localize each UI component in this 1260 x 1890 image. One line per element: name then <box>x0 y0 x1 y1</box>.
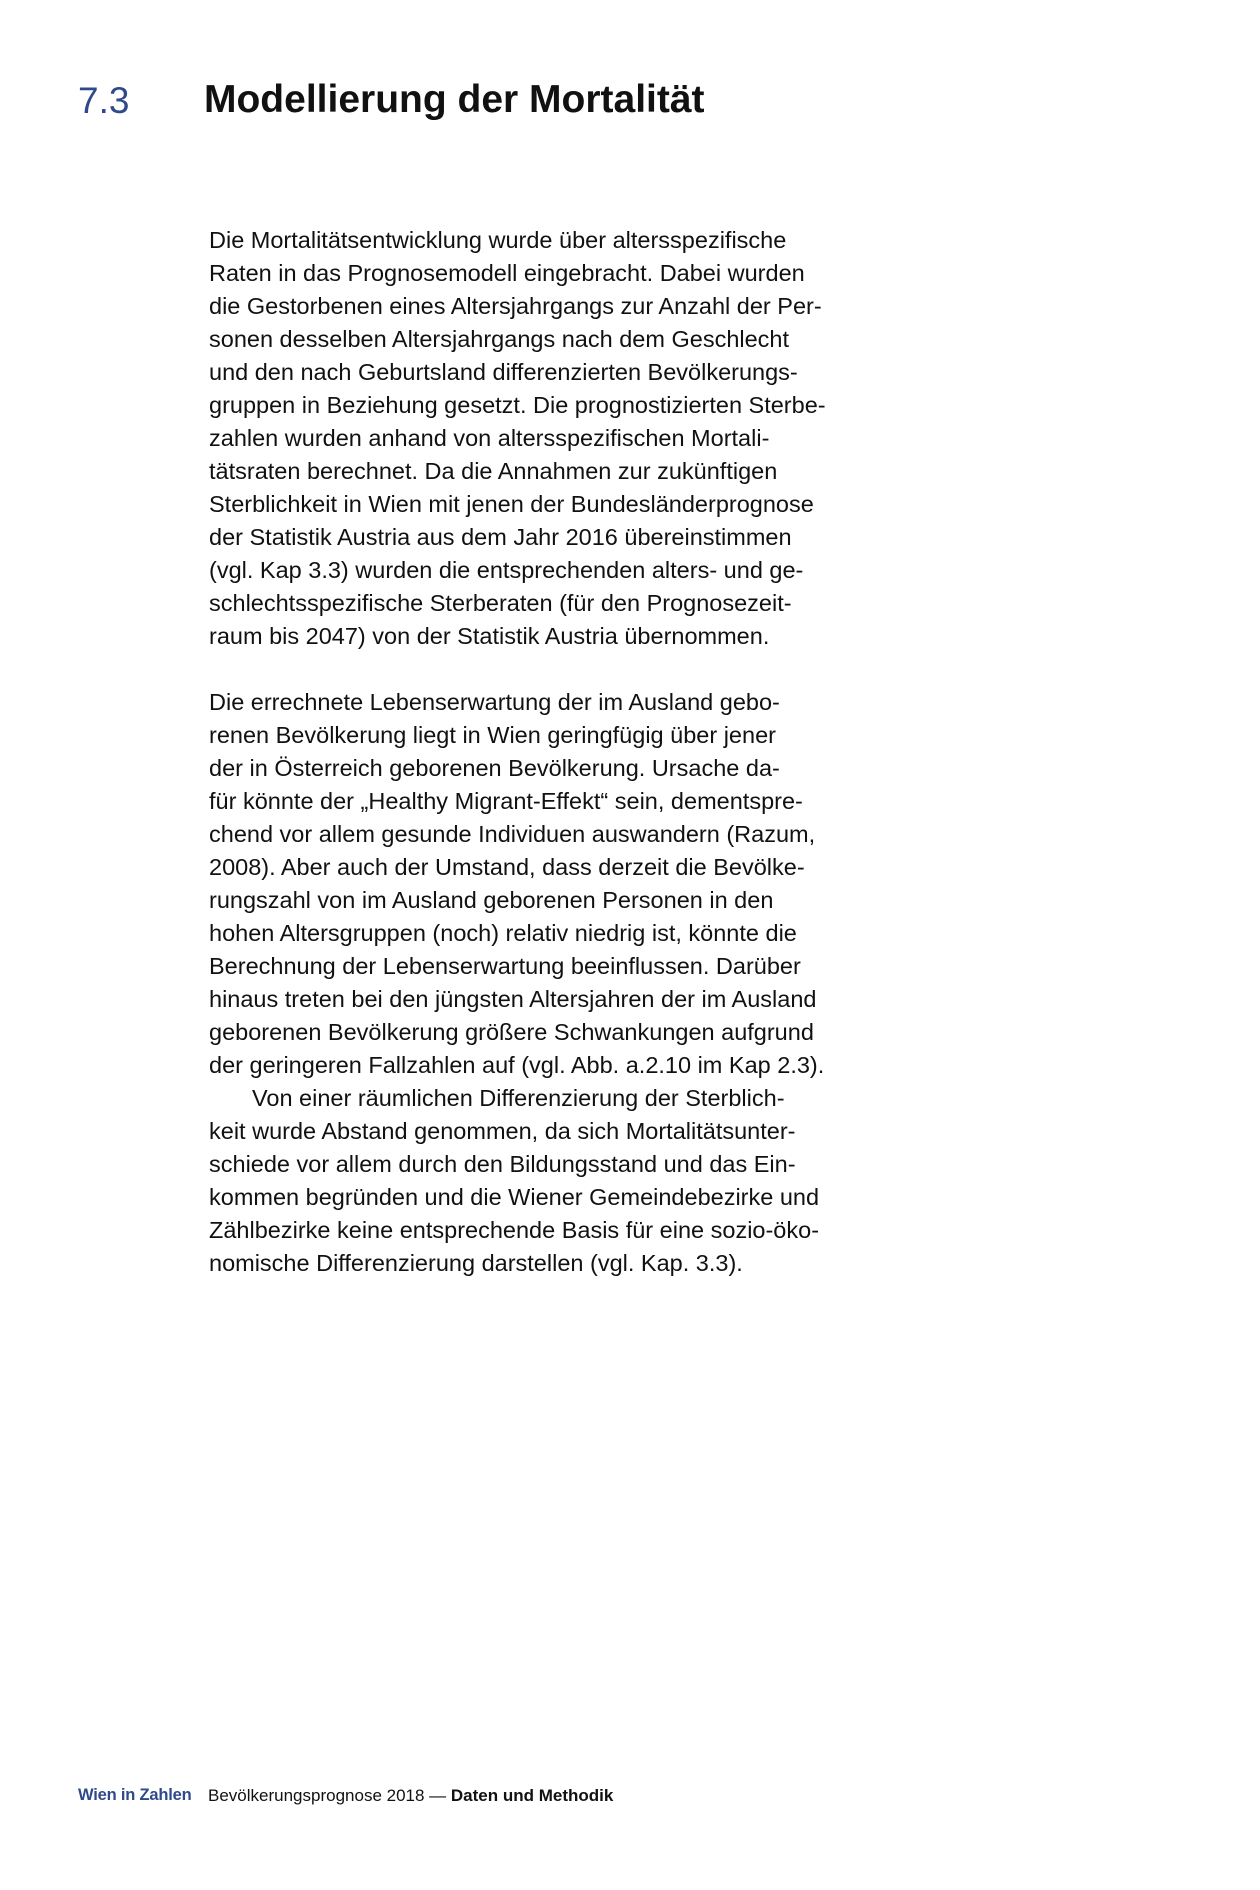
section-title: Modellierung der Mortalität <box>204 78 705 121</box>
footer-brand: Wien in Zahlen <box>78 1786 192 1804</box>
text-line: keit wurde Abstand genommen, da sich Mortalitätsunter- <box>209 1118 796 1144</box>
text-line: geborenen Bevölkerung größere Schwankungen aufgrund <box>209 1019 814 1045</box>
text-line: raum bis 2047) von der Statistik Austria übernommen. <box>209 623 770 649</box>
text-line: chend vor allem gesunde Individuen auswandern (Razum, <box>209 821 816 847</box>
text-line: zahlen wurden anhand von altersspezifischen Mortali- <box>209 425 770 451</box>
text-line: Von einer räumlichen Differenzierung der Sterblich- <box>252 1085 785 1111</box>
text-line: gruppen in Beziehung gesetzt. Die prognostizierten Sterbe- <box>209 392 826 418</box>
text-line: Sterblichkeit in Wien mit jenen der Bundesländerprognose <box>209 491 814 517</box>
text-line: (vgl. Kap 3.3) wurden die entsprechenden alters- und ge- <box>209 557 804 583</box>
text-line: Berechnung der Lebenserwartung beeinflussen. Darüber <box>209 953 801 979</box>
text-line: nomische Differenzierung darstellen (vgl. Kap. 3.3). <box>209 1250 743 1276</box>
text-line: und den nach Geburtsland differenzierten Bevölkerungs- <box>209 359 798 385</box>
text-line: renen Bevölkerung liegt in Wien geringfügig über jener <box>209 722 776 748</box>
text-line: sonen desselben Altersjahrgangs nach dem Geschlecht <box>209 326 790 352</box>
text-line: tätsraten berechnet. Da die Annahmen zur zukünftigen <box>209 458 778 484</box>
text-line: die Gestorbenen eines Altersjahrgangs zur Anzahl der Per- <box>209 293 822 319</box>
text-line: hohen Altersgruppen (noch) relativ niedrig ist, könnte die <box>209 920 797 946</box>
paragraph-spacer <box>209 653 889 686</box>
text-line: 2008). Aber auch der Umstand, dass derzeit die Bevölke- <box>209 854 805 880</box>
text-line: schiede vor allem durch den Bildungsstand und das Ein- <box>209 1151 796 1177</box>
text-line: Zählbezirke keine entsprechende Basis für eine sozio-öko- <box>209 1217 820 1243</box>
text-line: Die Mortalitätsentwicklung wurde über altersspezifische <box>209 227 787 253</box>
paragraph-3 <box>209 1082 889 1280</box>
text-line: hinaus treten bei den jüngsten Altersjahren der im Ausland <box>209 986 817 1012</box>
text-line: für könnte der „Healthy Migrant-Effekt“ sein, dementspre- <box>209 788 803 814</box>
text-line: kommen begründen und die Wiener Gemeindebezirke und <box>209 1184 820 1210</box>
text-line: der in Österreich geborenen Bevölkerung. Ursache da- <box>209 755 780 781</box>
body-text <box>209 224 889 1280</box>
text-line: der geringeren Fallzahlen auf (vgl. Abb. a.2.10 im Kap 2.3). <box>209 1052 825 1078</box>
text-line: schlechtsspezifische Sterberaten (für den Prognosezeit- <box>209 590 792 616</box>
paragraph-2 <box>209 686 889 1082</box>
footer-document-title <box>208 1786 613 1806</box>
text-line: Die errechnete Lebenserwartung der im Ausland gebo- <box>209 689 780 715</box>
paragraph-1 <box>209 224 889 653</box>
footer-document: Bevölkerungsprognose 2018 — <box>208 1786 447 1805</box>
text-line: Raten in das Prognosemodell eingebracht. Dabei wurden <box>209 260 805 286</box>
footer-chapter: Daten und Methodik <box>450 1786 614 1805</box>
section-number: 7.3 <box>78 80 130 121</box>
text-line: rungszahl von im Ausland geborenen Personen in den <box>209 887 774 913</box>
text-line: der Statistik Austria aus dem Jahr 2016 übereinstimmen <box>209 524 792 550</box>
